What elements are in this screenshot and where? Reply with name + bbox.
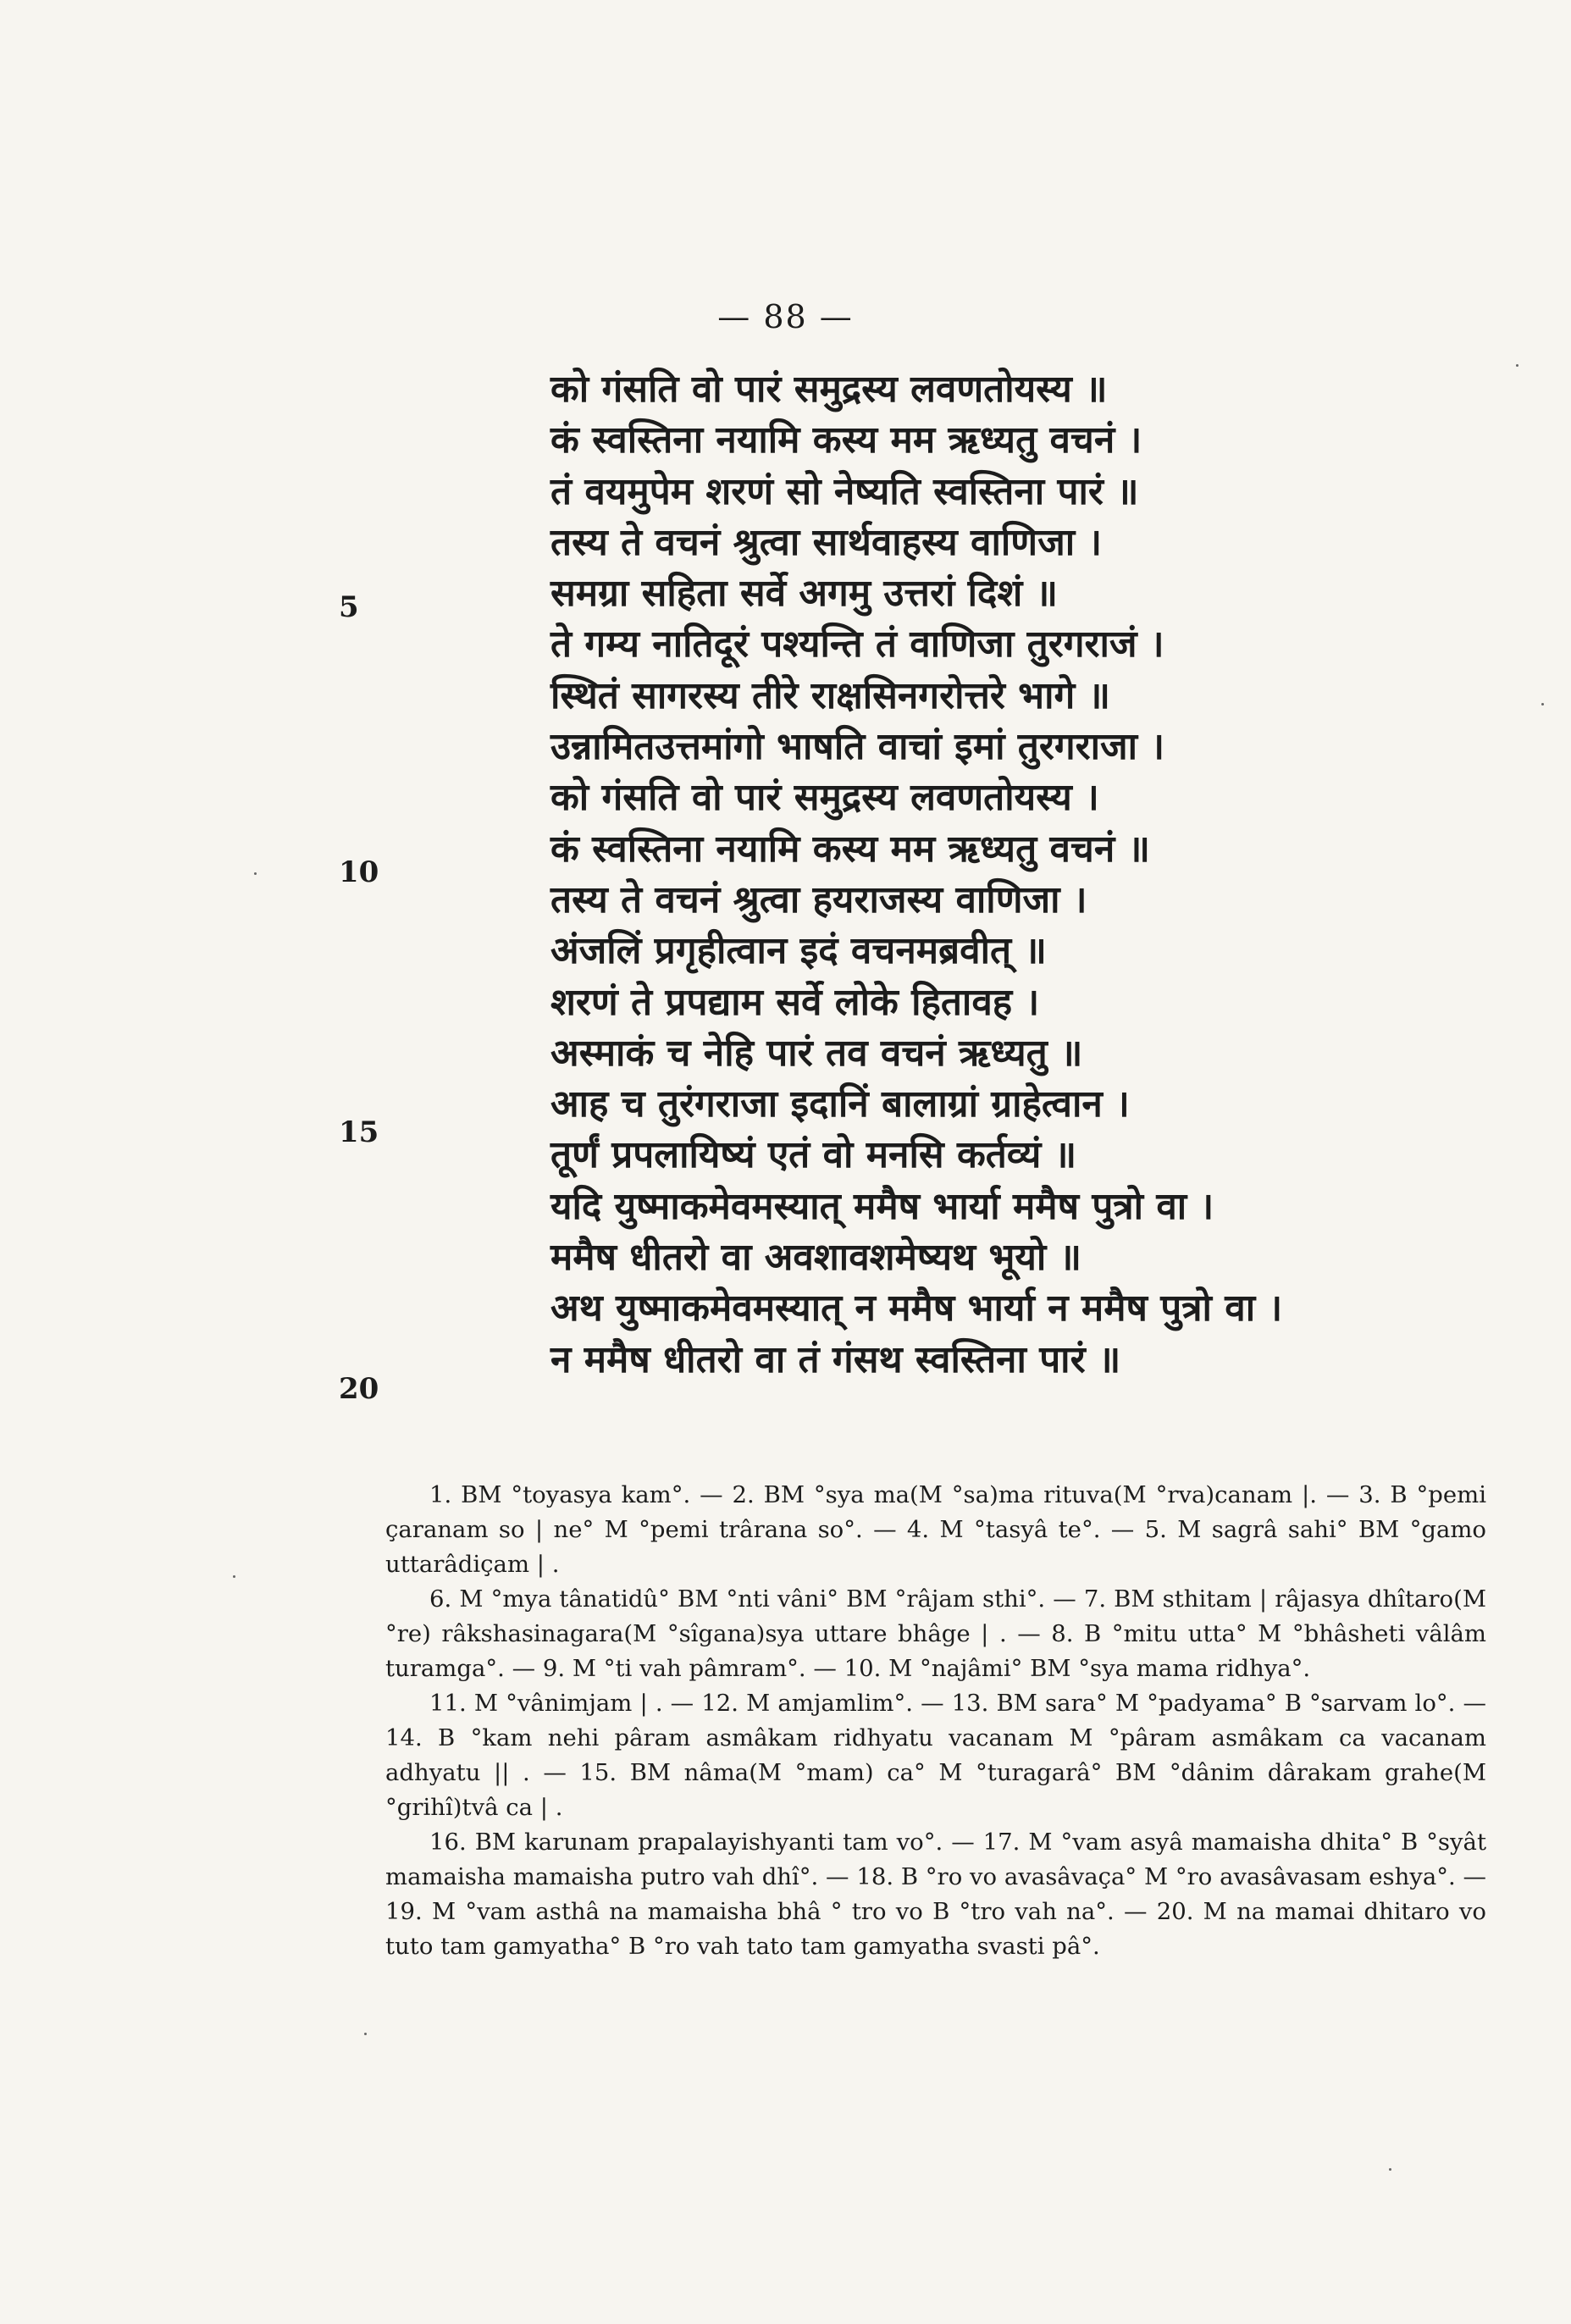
verse-line: अंजलिं प्रगृहीत्वान इदं वचनमब्रवीत् ॥ xyxy=(550,929,1047,973)
line-number-15: 15 xyxy=(339,1115,379,1149)
scan-speck xyxy=(1389,2168,1391,2171)
verse-line: कं स्वस्तिना नयामि कस्य मम ऋध्यतु वचनं । xyxy=(550,418,1142,462)
verse-line: तं वयमुपेम शरणं सो नेष्यति स्वस्तिना पारं ॥ xyxy=(550,469,1139,513)
verse-line: अथ युष्माकमेवमस्यात् न ममैष भार्या न ममैष पुत्रो वा । xyxy=(550,1286,1283,1331)
verse-line: को गंसति वो पारं समुद्रस्य लवणतोयस्य ॥ xyxy=(550,368,1108,411)
verse-line: शरणं ते प्रपद्याम सर्वे लोके हितावह । xyxy=(550,980,1040,1024)
verse-line: ममैष धीतरो वा अवशावशमेष्यथ भूयो ॥ xyxy=(550,1236,1081,1280)
scan-speck xyxy=(1516,364,1518,367)
footnotes xyxy=(385,1478,1486,1964)
line-number-10: 10 xyxy=(339,855,379,889)
verse-line: आह च तुरंगराजा इदानिं बालाग्रां ग्राहेत्वान । xyxy=(550,1082,1130,1126)
scan-speck xyxy=(254,872,257,875)
scan-speck xyxy=(364,2033,367,2035)
verse-line: यदि युष्माकमेवमस्यात् ममैष भार्या ममैष पुत्रो वा । xyxy=(550,1184,1214,1228)
verse-line: समग्रा सहिता सर्वे अगमु उत्तरां दिशं ॥ xyxy=(550,572,1059,616)
verse-line: स्थितं सागरस्य तीरे राक्षसिनगरोत्तरे भागे ॥ xyxy=(550,673,1110,717)
scan-speck xyxy=(1541,703,1544,706)
footnote-paragraph: 6. M °mya tânatidû° BM °nti vâni° BM °râjam sthi°. — 7. BM sthitam | râjasya dhîtaro(M °re) râkshasinagara(M °sîgana)sya uttare bhâge | . — 8. B °mitu utta° M °bhâsheti vâlâm turamga°. — 9. M °ti vah pâmram°. — 10. M °najâmi° BM °sya mama ridhya°. xyxy=(385,1585,1486,1682)
line-number-5: 5 xyxy=(339,590,359,624)
page-number: — 88 — xyxy=(717,298,854,335)
verse-line: न ममैष धीतरो वा तं गंसथ स्वस्तिना पारं ॥ xyxy=(550,1337,1121,1381)
verse-block xyxy=(550,364,1397,1386)
scan-speck xyxy=(233,1575,235,1578)
footnote-paragraph: 11. M °vânimjam | . — 12. M amjamlim°. — 13. BM sara° M °padyama° B °sarvam lo°. — 14. B °kam nehi pâram asmâkam ridhyatu vacanam M °pâram asmâkam ca vacanam adhyatu || . — 15. BM nâma(M °mam) ca° M °turagarâ° BM °dânim dârakam grahe(M °grihî)tvâ ca | . xyxy=(385,1690,1486,1821)
verse-line: तस्य ते वचनं श्रुत्वा सार्थवाहस्य वाणिजा । xyxy=(550,520,1103,564)
verse-line: तस्य ते वचनं श्रुत्वा हयराजस्य वाणिजा । xyxy=(550,877,1087,921)
verse-line: को गंसति वो पारं समुद्रस्य लवणतोयस्य । xyxy=(550,776,1099,820)
footnote-paragraph: 1. BM °toyasya kam°. — 2. BM °sya ma(M °sa)ma rituva(M °rva)canam |. — 3. B °pemi çaranam so | ne° M °pemi trârana so°. — 4. M °tasyâ te°. — 5. M sagrâ sahi° BM °gamo uttarâdiçam | . xyxy=(385,1481,1486,1578)
verse-line: अस्माकं च नेहि पारं तव वचनं ऋध्यतु ॥ xyxy=(550,1031,1083,1075)
verse-line: उन्नामितउत्तमांगो भाषति वाचां इमां तुरगराजा । xyxy=(550,725,1165,769)
verse-line: तूर्णं प्रपलायिष्यं एतं वो मनसि कर्तव्यं ॥ xyxy=(550,1133,1077,1177)
footnote-paragraph: 16. BM karunam prapalayishyanti tam vo°. — 17. M °vam asyâ mamaisha dhita° B °syât mamaisha mamaisha putro vah dhî°. — 18. B °ro vo avasâvaça° M °ro avasâvasam eshya°. — 19. M °vam asthâ na mamaisha bhâ ° tro vo B °tro vah na°. — 20. M na mamai dhitaro vo tuto tam gamyatha° B °ro vah tato tam gamyatha svasti pâ°. xyxy=(385,1829,1486,1960)
verse-line: कं स्वस्तिना नयामि कस्य मम ऋध्यतु वचनं ॥ xyxy=(550,827,1150,871)
line-number-20: 20 xyxy=(339,1372,379,1406)
verse-line: ते गम्य नातिदूरं पश्यन्ति तं वाणिजा तुरगराजं । xyxy=(550,622,1164,667)
